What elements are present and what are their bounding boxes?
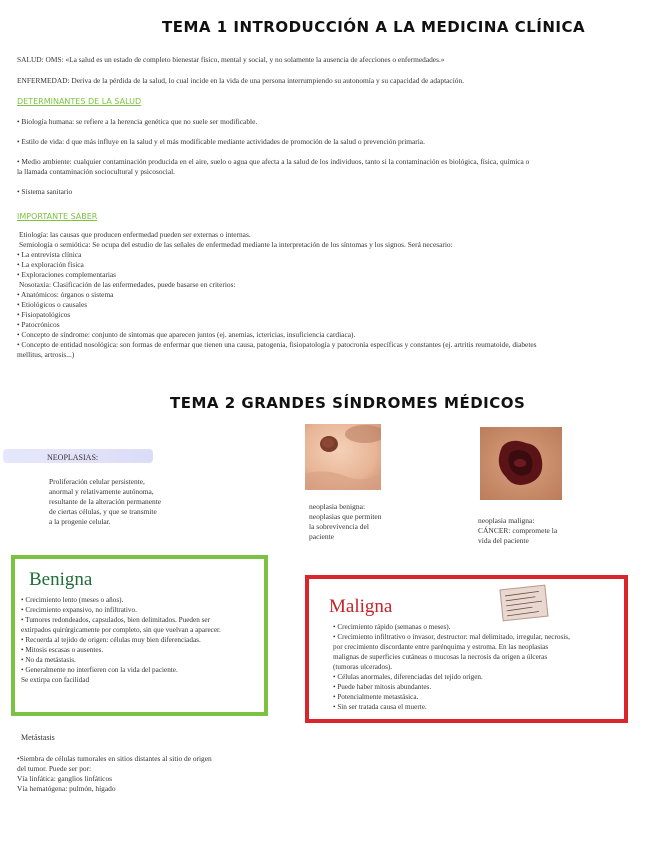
importante-heading: IMPORTANTE SABER bbox=[17, 212, 98, 221]
metastasis-heading: Metástasis bbox=[21, 733, 55, 742]
maligna-item: • Potencialmente metastásica. bbox=[333, 693, 419, 701]
importante-item: • Concepto de síndrome: conjunto de síntomas que aparecen juntos (ej. anemias, ictericias, insuficiencia cardiaca). bbox=[17, 330, 356, 339]
maligna-title: Maligna bbox=[329, 596, 393, 617]
salud-definition: SALUD: OMS: «La salud es un estado de completo bienestar físico, mental y social, y no solamente la ausencia de afecciones o enfermedades.» bbox=[17, 55, 445, 64]
tema2-title: TEMA 2 GRANDES SÍNDROMES MÉDICOS bbox=[170, 394, 526, 412]
metastasis-item: •Siembra de células tumorales en sitios distantes al sitio de origen bbox=[17, 754, 212, 763]
benigna-item: Se extirpa con facilidad bbox=[21, 676, 90, 684]
benign-lesion-image bbox=[305, 424, 381, 490]
determinante-item: • Medio ambiente: cualquier contaminación producida en el aire, suelo o agua que afecta a la salud de los individuos, tanto si la contaminación es biológica, física, química o bbox=[17, 157, 530, 166]
note-scribble-icon bbox=[501, 586, 548, 620]
maligna-box bbox=[305, 575, 628, 723]
importante-item: Nosotaxia: Clasificación de las enfermedades, puede basarse en criterios: bbox=[19, 280, 236, 289]
determinante-item: • Biología humana: se refiere a la herencia genética que no suele ser modificable. bbox=[17, 117, 258, 126]
enfermedad-definition: ENFERMEDAD: Deriva de la pérdida de la salud, lo cual incide en la vida de una persona interrumpiendo su autonomía y su capacidad de adaptación. bbox=[17, 76, 464, 85]
malignant-lesion-image bbox=[480, 427, 562, 500]
malignant-lesion-photo bbox=[480, 427, 562, 500]
benigna-caption bbox=[309, 502, 381, 542]
benigna-item: • Generalmente no interfieren con la vida del paciente. bbox=[21, 666, 178, 674]
definition-line: Proliferación celular persistente, bbox=[49, 477, 145, 486]
benigna-item: extirpados quirúrgicamente por completo, sin que vuelvan a aparecer. bbox=[21, 626, 221, 634]
importante-item: • Patocrónicos bbox=[17, 320, 60, 329]
maligna-item: • Células anormales, diferenciadas del tejido origen. bbox=[333, 673, 483, 681]
importante-item: • Exploraciones complementarias bbox=[17, 270, 117, 279]
metastasis-list bbox=[17, 754, 212, 794]
definition-line: de ciertas células, y que se transmite bbox=[49, 507, 157, 516]
caption-line: neoplasias que permiten bbox=[309, 512, 382, 521]
importante-item: • Etiológicos o causales bbox=[17, 300, 88, 309]
metastasis-item: del tumor. Puede ser por: bbox=[17, 764, 92, 773]
caption-line: paciente bbox=[309, 532, 334, 541]
maligna-item: • Crecimiento rápido (semanas o meses). bbox=[333, 623, 451, 631]
definition-line: a la progenie celular. bbox=[49, 517, 111, 526]
neoplasias-heading: NEOPLASIAS: bbox=[47, 453, 99, 462]
importante-list bbox=[17, 230, 537, 360]
tema1-title: TEMA 1 INTRODUCCIÓN A LA MEDICINA CLÍNICA bbox=[162, 18, 586, 36]
maligna-list bbox=[333, 622, 570, 712]
note-sticker-image bbox=[499, 585, 548, 622]
benign-lesion-photo bbox=[305, 424, 381, 490]
neoplasias-definition bbox=[49, 477, 161, 527]
benigna-item: • No da metástasis. bbox=[21, 656, 76, 664]
determinantes-heading: DETERMINANTES DE LA SALUD bbox=[17, 97, 142, 106]
benigna-item: • Crecimiento expansivo, no infiltrativo. bbox=[21, 606, 137, 614]
importante-item: • La entrevista clínica bbox=[17, 250, 82, 259]
importante-item: • Fisiopatológicos bbox=[17, 310, 71, 319]
benigna-title: Benigna bbox=[29, 569, 93, 590]
importante-item: • Anatómicos: órganos o sistema bbox=[17, 290, 114, 299]
maligna-item: malignas de superficies cutáneas o mucosas la necrosis da origen a úlceras bbox=[333, 653, 548, 661]
determinante-item: la llamada contaminación sociocultural y psicosocial. bbox=[17, 167, 176, 176]
caption-line: neoplasia maligna: bbox=[478, 516, 535, 525]
importante-item: Semiología o semiótica: Se ocupa del estudio de las señales de enfermedad mediante la interpretación de los síntomas y los signos. Será necesario: bbox=[19, 240, 453, 249]
caption-line: CÁNCER: compromete la bbox=[478, 526, 558, 535]
benigna-item: • Mitosis escasas o ausentes. bbox=[21, 646, 104, 654]
maligna-item: (tumoras ulcerados). bbox=[333, 663, 393, 671]
determinante-item: • Estilo de vida: d que más influye en la salud y el más modificable mediante actividades de promoción de la salud o prevención primaria. bbox=[17, 137, 425, 146]
importante-item: mellitus, artrosis...) bbox=[17, 350, 75, 359]
maligna-item: • Puede haber mitosis abundantes. bbox=[333, 683, 432, 691]
benigna-item: • Crecimiento lento (meses o años). bbox=[21, 596, 124, 604]
benigna-item: • Recuerda al tejido de origen: células muy bien diferenciadas. bbox=[21, 636, 201, 644]
determinante-item: • Sistema sanitario bbox=[17, 187, 73, 196]
maligna-item: • Sin ser tratada causa el muerte. bbox=[333, 703, 427, 711]
benigna-list bbox=[21, 595, 221, 685]
metastasis-item: Vía linfática: ganglios linfáticos bbox=[17, 774, 113, 783]
caption-line: neoplasia benigna: bbox=[309, 502, 366, 511]
maligna-item: • Crecimiento infiltrativo o invasor, destructor: mal delimitado, irregular, necrosis, bbox=[333, 633, 570, 641]
importante-item: Etiología: las causas que producen enfermedad pueden ser externas o internas. bbox=[19, 230, 251, 239]
importante-item: • La exploración física bbox=[17, 260, 84, 269]
caption-line: vida del paciente bbox=[478, 536, 529, 545]
benigna-item: • Tumores redondeados, capsulados, bien delimitados. Pueden ser bbox=[21, 616, 210, 624]
maligna-caption bbox=[478, 516, 557, 546]
importante-item: • Concepto de entidad nosológica: son formas de enfermar que tienen una causa, patogenia, fisiopatología y patocronía específicas y constantes (ej. artritis reumatoide, diabetes bbox=[17, 340, 537, 349]
benigna-box bbox=[11, 555, 268, 716]
definition-line: resultante de la alteración permanente bbox=[49, 497, 162, 506]
definition-line: anormal y relativamente autónoma, bbox=[49, 487, 154, 496]
caption-line: la sobrevivencia del bbox=[309, 522, 369, 531]
metastasis-item: Vía hematógena: pulmón, hígado bbox=[17, 784, 116, 793]
maligna-item: por crecimiento discordante entre parénquima y estroma. En las neoplasias bbox=[333, 643, 549, 651]
